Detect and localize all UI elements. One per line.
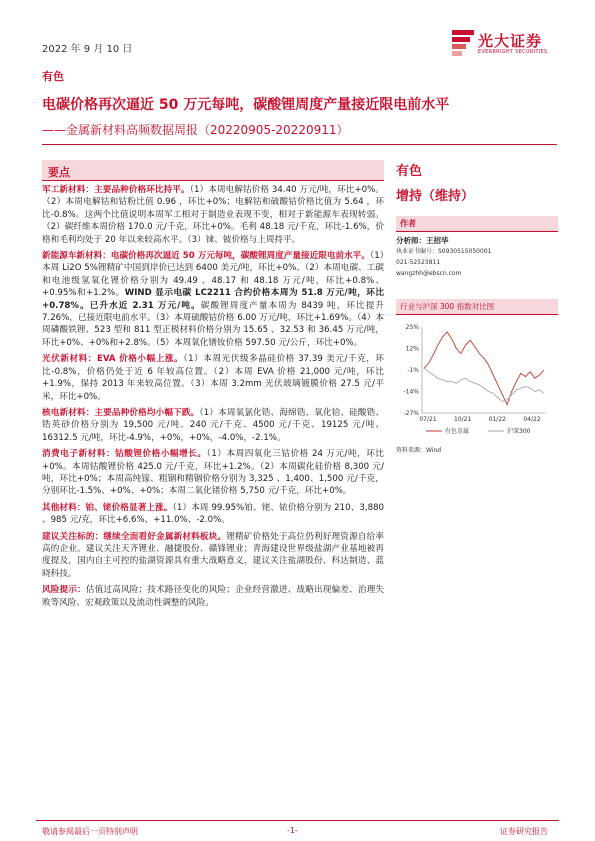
rating-industry: 有色 (396, 164, 423, 179)
logo-subtext: EVERBRIGHT SECURITIES (478, 49, 548, 55)
y-tick-label: -14% (403, 388, 419, 396)
analyst-label: 分析师： (396, 236, 426, 245)
analyst-email[interactable]: wangzhh@ebscn.com (396, 270, 462, 277)
analyst-phone: 021-52523811 (396, 259, 441, 266)
paragraph-text: （1）本周氧氯化锆、海绵锆、氧化铪、硅酸锆、锆英砂价格分别为 19,500 元/吨、240 元/千克、4500 元/千克、19125 元/吨、16312.5 元/吨，环比-4.9%，+0%，+0%，-4.0%，-2.1%。 (42, 407, 384, 443)
summary-paragraph (42, 502, 384, 527)
paragraph-text: （1）本周四氧化三钴价格 24 万元/吨，环比+0%。本周钴酸锂价格 425.0 元/千克，环比+1.2%。（2）本周碳化硅价格 8,300 元/吨，环比+0%；本周高纯镓、粗锢和精锢价格分别为 3,325 、1,400、1,500 元/千克，分别环比-1.5%、+0%、+0%；本周二氧化锗价格 5,750 元/千克，环比+0%。 (42, 449, 384, 497)
analyst-name: 王招华 (426, 236, 449, 245)
summary-paragraph (42, 250, 384, 349)
paragraph-lead: 风险提示： (42, 585, 86, 596)
paragraph-lead: 新能源车新材料：电碳价格再次逼近 50 万元每吨，碳酸锂周度产量接近限电前水平。 (42, 251, 370, 262)
x-tick-label: 04/22 (523, 416, 541, 423)
logo-mark-icon (452, 28, 474, 58)
summary-paragraph (42, 584, 384, 609)
title-divider (42, 144, 557, 145)
author-heading: 作者 (396, 216, 558, 232)
logo-text: 光大证券 (478, 32, 543, 50)
series-line-csi300 (424, 368, 544, 401)
footer-divider (36, 820, 559, 821)
chart-svg (396, 321, 558, 439)
paragraph-lead: 光伏新材料：EVA 价格小幅上涨。 (42, 354, 184, 365)
summary-heading: 要点 (42, 160, 384, 180)
index-comparison-chart (396, 321, 558, 443)
summary-paragraph (42, 407, 384, 444)
paragraph-text: （1）本周光伏级多晶硅价格 37.39 美元/千克，环比-0.8%，价格仍处于近 6 年较高位置。（2）本周 EVA 价格 21,000 元/吨，环比+1.9%，保持 2013 年来较高位置。（3）本周 3.2mm 光伏玻璃镀膜价格 27.5 元/平米，环比+0%。 (42, 354, 384, 402)
paragraph-text: （1）本周电解钴价格 34.40 万元/吨，环比+0%。（2）本周电解钴和钴粉比值 0.96 ，环比+0%；电解钴和硫酸钴价格比值为 5.64 ，环比-0.8%。这两个比值说明本周军工相对于制造业表现不变，相对于新能源车表现转弱。（2）碳纤维本周价格 170.0 元/千克，环比+0%。毛利 48.18 元/千克，环比-1.6%，价格和毛利均处于 20 年以来较高水平。（3）铼、铍价格与上周持平。 (42, 185, 384, 245)
x-tick-label: 07/21 (419, 416, 437, 423)
x-tick-label: 10/21 (454, 416, 472, 423)
sidebar (396, 160, 558, 454)
summary-section (42, 160, 384, 613)
footer-disclaimer[interactable]: 敬请参阅最后一页特别声明 (42, 827, 138, 836)
y-tick-label: 12% (405, 345, 419, 353)
paragraph-lead: 建议关注标的：继续全面看好金属新材料板块。 (42, 531, 227, 542)
series-line-nonferrous (424, 332, 544, 405)
analyst-block (396, 235, 558, 279)
footer-report-type: 证券研究报告 (500, 827, 548, 836)
report-title: 电碳价格再次逼近 50 万元每吨，碳酸锂周度产量接近限电前水平 (42, 97, 450, 113)
page-number: -1- (287, 826, 298, 835)
summary-paragraph (42, 531, 384, 581)
paragraph-lead: 军工新材料：主要品种价格环比持平。 (42, 185, 190, 195)
brand-logo (452, 28, 560, 62)
paragraph-text: 估值过高风险；技术路径变化的风险；企业经营激进、战略出现偏差、治理失败等风险、宏观政策以及流动性调整的风险。 (42, 585, 384, 608)
summary-paragraph (42, 353, 384, 403)
paragraph-lead: 核电新材料：主要品种价格均小幅下跌。 (42, 407, 200, 418)
legend-label: 有色金属 (445, 428, 470, 435)
summary-body (42, 181, 384, 609)
legend-label: 沪深300 (507, 428, 531, 435)
paragraph-lead: 其他材料：铂、铑价格显著上涨。 (42, 502, 173, 513)
chart-source: 资料来源：Wind (396, 447, 442, 454)
y-tick-label: -27% (403, 410, 419, 417)
paragraph-text: WIND 显示电碳 LC2211 合约价格本周为 51.8 万元/吨，环比+0.78%。已升水近 2.31 万元/吨。 (42, 288, 384, 311)
summary-paragraph (42, 184, 384, 246)
industry-label: 有色 (42, 70, 64, 83)
chart-heading: 行业与沪深 300 指数对比图 (396, 299, 558, 315)
x-tick-label: 01/22 (488, 416, 506, 423)
paragraph-text: 锂精矿价格处于高位仍利好理资源自给率高的企业。建议关注天齐锂业、融捷股份、赣锋锂业；青海建设世界级盐湖产业基地被再度提及，国内自主可控的盐湖资源具有重大战略意义，建议关注盐湖股份、科达制造、蓝晓科技。 (42, 531, 384, 579)
paragraph-text: （1）本周 99.95%铂、铑、铱价格分别为 210、3,880 、985 元/克，环比+6.6%、+11.0%、-2.0%。 (42, 502, 384, 526)
analyst-cert: 执业证书编号：S0930515050001 (396, 248, 492, 255)
report-date: 2022 年 9 月 10 日 (42, 44, 133, 55)
summary-paragraph (42, 448, 384, 498)
report-subtitle: ——金属新材料高频数据周报（20220905-20220911） (42, 123, 349, 137)
y-tick-label: 25% (405, 324, 419, 331)
y-tick-label: -1% (407, 367, 419, 374)
rating-value: 增持（维持） (396, 189, 475, 204)
paragraph-text: （1）本周 Li2O 5%锂精矿中国到岸价已达到 6400 美元/吨，环比+0%。（2）本周电碳、工碳和电池级氢氧化锂价格分别为 49.49 、48.17 和 48.18 万元/吨，环比+0.8%、+0.95%和+1.2%。 (42, 251, 384, 299)
paragraph-text: 碳酸锂周度产量本周为 8439 吨，环比提升 7.26%，已接近限电前水平。（3）本周硫酸钴价格 6.00 万元/吨，环比+1.69%。（4）本周磷酸铁锂、523 型和 811 型正极材料价格分别为 15.65 、32.53 和 36.45 万元/吨，环比+0%、+0%和+2.8%。（5）本周氧化镨钕价格 597.50 元/公斤，环比+0%。 (42, 300, 384, 348)
paragraph-lead: 消费电子新材料：钴酸锂价格小幅增长。 (42, 449, 207, 460)
